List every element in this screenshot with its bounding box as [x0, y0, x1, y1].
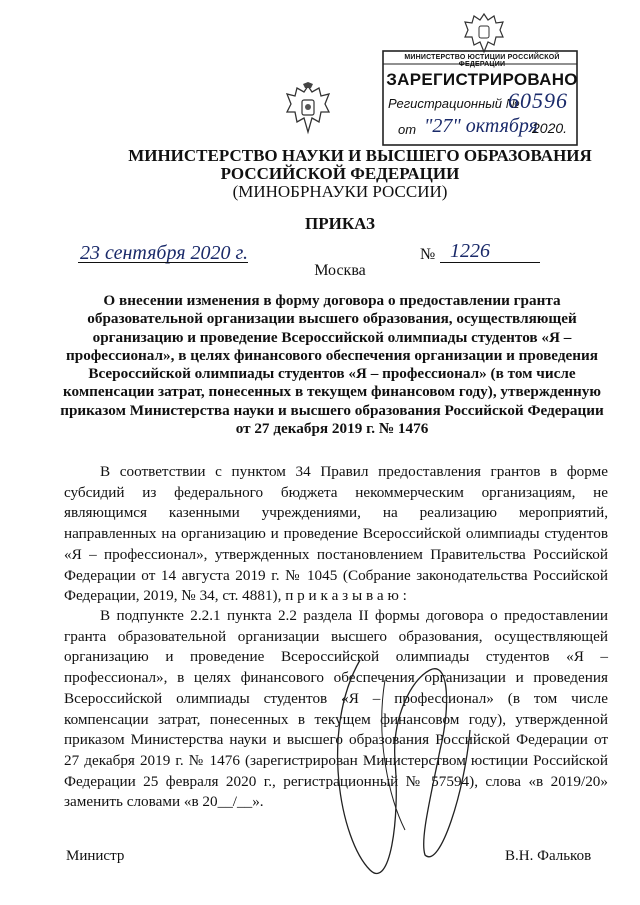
order-number-label: № — [420, 246, 436, 263]
stamp-reg-label: Регистрационный № — [388, 96, 520, 111]
order-date: 23 сентября 2020 г. — [80, 242, 249, 264]
order-title: ПРИКАЗ — [305, 214, 375, 233]
ministry-country: РОССИЙСКОЙ ФЕДЕРАЦИИ — [220, 164, 460, 183]
stamp-title: ЗАРЕГИСТРИРОВАНО — [386, 70, 578, 89]
signature-name: В.Н. Фальков — [505, 848, 592, 864]
stamp-year: 2020. — [532, 120, 568, 136]
stamp-date: "27" октября — [424, 115, 538, 137]
ministry-name: МИНИСТЕРСТВО НАУКИ И ВЫСШЕГО ОБРАЗОВАНИЯ — [128, 146, 592, 165]
handwritten-signature — [300, 640, 500, 880]
body-paragraph-2: В подпункте 2.2.1 пункта 2.2 раздела II формы договора о предоставлении гранта образовательной организации высшего образования, осуществляющей организацию и проведение Всероссийской олимпиады студентов «Я – профессионал», в целях финансового обеспечения организации и проведения Всероссийской олимпиады студентов «Я – профессионал» (в том числе компенсации затрат, понесенных в текущем финансовом году), утвержденной приказом Министерства науки и высшего образования Российской Федерации от 27 декабря 2019 г. № 1476 (зарегистрирован Министерством юстиции Российской Федерации 25 февраля 2020 г., регистрационный № 57594), слова «в 2019/20» заменить словами «в 20__/__». — [64, 607, 608, 811]
stamp-from-label: от — [398, 122, 417, 137]
order-heading: О внесении изменения в форму договора о предоставлении гранта образовательной организации высшего образования, осуществляющей организацию и проведение Всероссийской олимпиады студентов «Я – профессионал», в целях финансового обеспечения организации и проведения Всероссийской олимпиады студентов «Я – профессионал» (в том числе компенсации затрат, понесенных в текущем финансовом году), утвержденную приказом Министерства науки и высшего образования Российской Федерации от 27 декабря 2019 г. № 1476 — [60, 292, 604, 438]
body-paragraph-1: В соответствии с пунктом 34 Правил предоставления грантов в форме субсидий из федерального бюджета некоммерческим организациям, не являющимся казенными учреждениями, на реализацию мероприятий, направленных на организацию и проведение Всероссийской олимпиады студентов «Я – профессионал», утвержденных постановлением Правительства Российской Федерации от 14 августа 2019 г. № 1045 (Собрание законодательства Российской Федерации, 2019, № 34, ст. 4881), п р и к а з ы в а ю : — [64, 463, 608, 605]
order-city: Москва — [314, 262, 366, 279]
coat-of-arms-icon — [285, 82, 331, 136]
stamp-header: МИНИСТЕРСТВО ЮСТИЦИИ РОССИЙСКОЙ ФЕДЕРАЦИИ — [404, 54, 560, 68]
ministry-short-name: (МИНОБРНАУКИ РОССИИ) — [232, 182, 448, 201]
signature-position: Министр — [66, 848, 125, 864]
stamp-reg-number: 60596 — [508, 88, 568, 113]
order-number: 1226 — [450, 240, 490, 262]
stamp-coat-of-arms-icon — [462, 10, 506, 54]
